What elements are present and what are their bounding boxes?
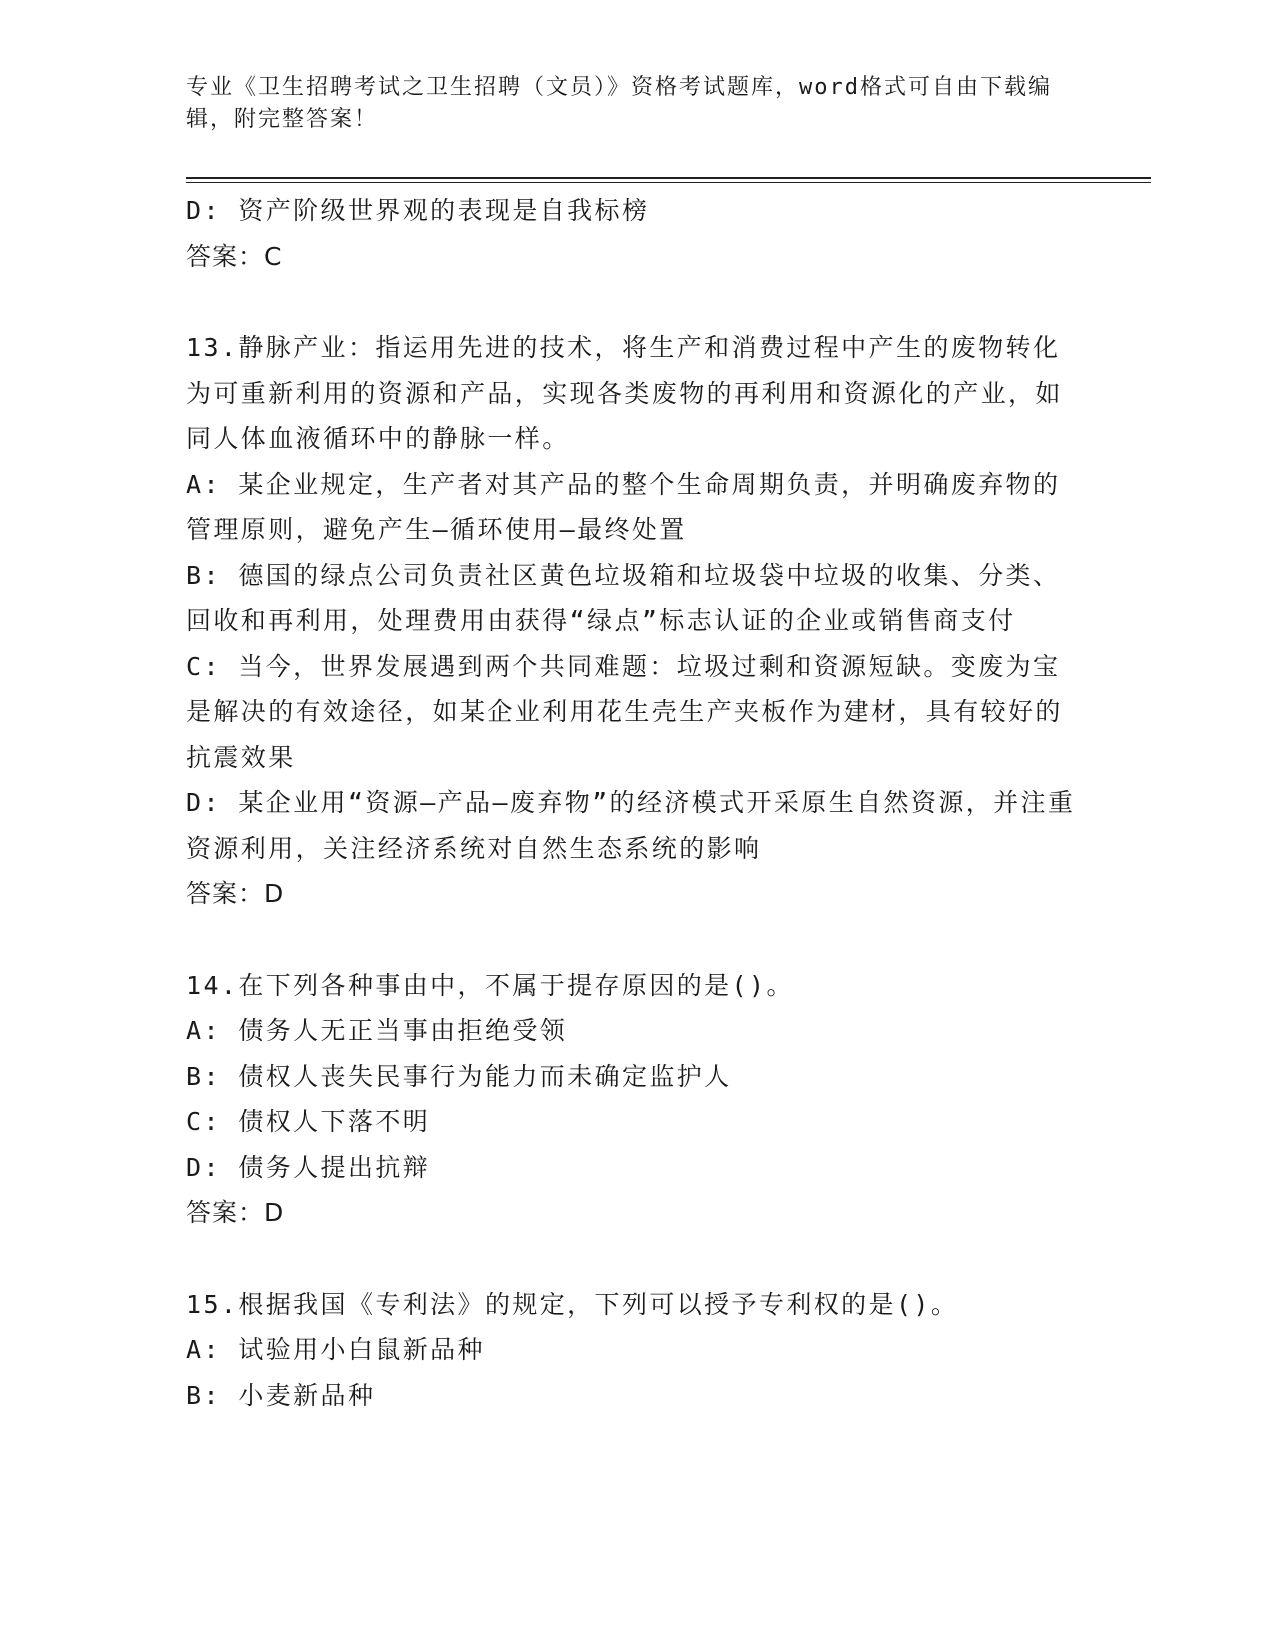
question-13-answer: 答案：D	[186, 879, 285, 908]
question-15-option-a: A: 试验用小白鼠新品种	[186, 1335, 485, 1364]
spacer	[186, 1236, 1076, 1282]
question-13-option-c: C: 当今，世界发展遇到两个共同难题：垃圾过剩和资源短缺。变废为宝是解决的有效途径，如某企业利用花生壳生产夹板作为建材，具有较好的抗震效果	[186, 651, 1063, 772]
spacer	[186, 917, 1076, 963]
spacer	[186, 279, 1076, 325]
question-13-option-a: A: 某企业规定，生产者对其产品的整个生命周期负责，并明确废弃物的管理原则，避免产生—循环使用—最终处置	[186, 469, 1061, 544]
question-13-option-d: D: 某企业用“资源—产品—废弃物”的经济模式开采原生自然资源，并注重资源利用，关注经济系统对自然生态系统的影响	[186, 788, 1076, 863]
question-14-option-a: A: 债务人无正当事由拒绝受领	[186, 1016, 568, 1045]
header-rule-thin	[186, 182, 1151, 183]
prev-option-d: D: 资产阶级世界观的表现是自我标榜	[186, 196, 650, 225]
question-14-stem: 14.在下列各种事由中，不属于提存原因的是()。	[186, 970, 794, 1000]
question-14-answer: 答案：D	[186, 1198, 285, 1227]
question-14-option-b: B: 债权人丧失民事行为能力而未确定监护人	[186, 1061, 732, 1091]
question-15-stem: 15.根据我国《专利法》的规定，下列可以授予专利权的是()。	[186, 1289, 959, 1319]
question-13-stem: 13.静脉产业：指运用先进的技术，将生产和消费过程中产生的废物转化为可重新利用的资源和产品，实现各类废物的再利用和资源化的产业，如同人体血液循环中的静脉一样。	[186, 333, 1063, 453]
document-header: 专业《卫生招聘考试之卫生招聘（文员）》资格考试题库，word格式可自由下载编辑，附完整答案！	[186, 75, 1052, 132]
question-14-option-d: D: 债务人提出抗辩	[186, 1152, 431, 1182]
question-15-option-b: B: 小麦新品种	[186, 1380, 376, 1410]
header-rule-thick	[186, 177, 1151, 179]
question-14-option-c: C: 债权人下落不明	[186, 1107, 431, 1136]
question-13-option-b: B: 德国的绿点公司负责社区黄色垃圾箱和垃圾袋中垃圾的收集、分类、回收和再利用，处理费用由获得“绿点”标志认证的企业或销售商支付	[186, 560, 1061, 635]
prev-answer: 答案：C	[186, 241, 283, 271]
question-content	[186, 188, 1076, 1418]
